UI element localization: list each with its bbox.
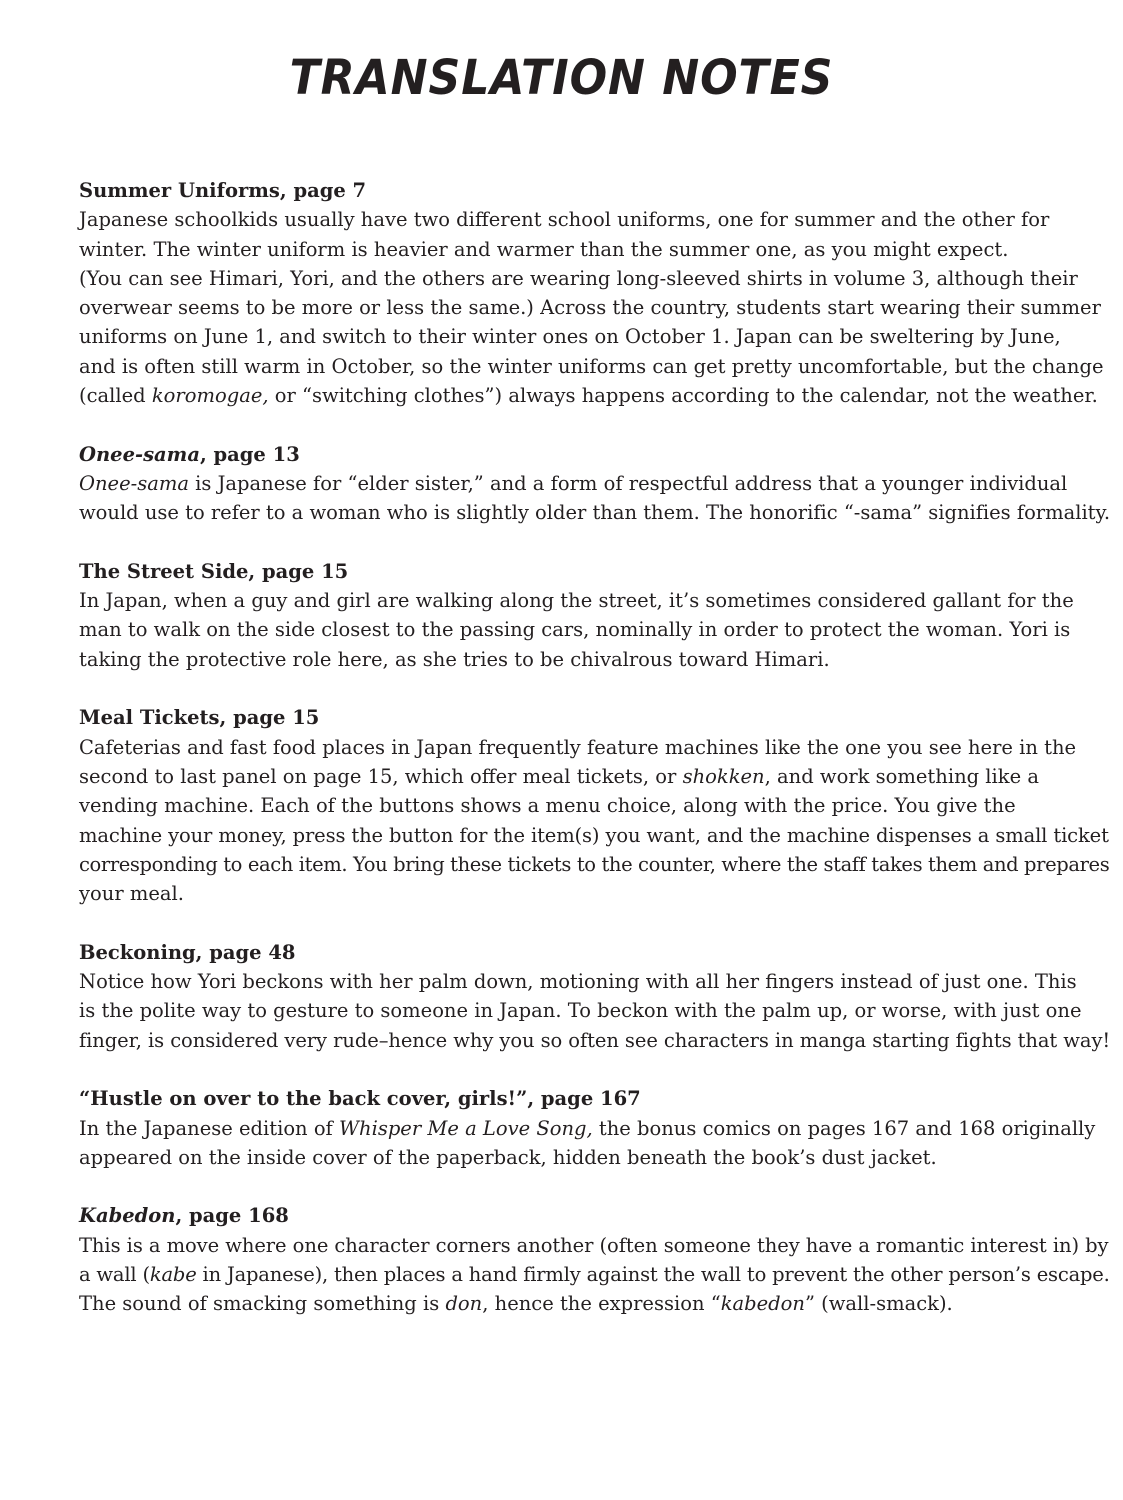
body-text: and is often still warm in October, so the winter uniforms can get pretty uncomfortable, but the change xyxy=(79,354,1104,378)
body-text: second to last panel on page 15, which offer meal tickets, or xyxy=(79,764,683,788)
notes-list xyxy=(79,176,1111,1348)
note-body xyxy=(79,469,1111,528)
body-text: corresponding to each item. You bring these tickets to the counter, where the staff takes them and prepares xyxy=(79,852,1110,876)
body-line xyxy=(79,235,1089,264)
translation-note xyxy=(79,938,1111,1055)
translation-note xyxy=(79,1084,1096,1172)
body-line xyxy=(79,498,1111,527)
note-heading xyxy=(79,1201,1089,1230)
body-line xyxy=(79,264,1089,293)
body-text: koromogae, xyxy=(151,384,269,408)
translation-note xyxy=(79,440,1111,528)
body-text: (You can see Himari, Yori, and the others are wearing long-sleeved shirts in volume 3, although their xyxy=(79,266,1078,290)
body-text: is Japanese for “elder sister,” and a form of respectful address that a younger individual xyxy=(188,471,1068,495)
body-line xyxy=(79,879,1089,908)
body-text: shokken xyxy=(682,764,765,788)
body-text: (called xyxy=(79,384,152,408)
body-line xyxy=(79,1231,1109,1260)
note-heading xyxy=(79,440,1089,469)
body-line xyxy=(79,850,1110,879)
body-text: would use to refer to a woman who is slightly older than them. The honorific “-sama” signifies formality. xyxy=(79,501,1111,525)
body-text: vending machine. Each of the buttons shows a menu choice, along with the price. You give the xyxy=(79,794,1016,818)
body-line xyxy=(79,645,1089,674)
body-text: uniforms on June 1, and switch to their winter ones on October 1. Japan can be sweltering by June, xyxy=(79,325,1061,349)
heading-text: “Hustle on over to the back cover, girls!”, page 167 xyxy=(79,1087,641,1111)
body-text: your meal. xyxy=(79,882,184,906)
body-text: is the polite way to gesture to someone in Japan. To beckon with the palm up, or worse, with just one xyxy=(79,999,1082,1023)
note-heading xyxy=(79,1084,1089,1113)
note-body xyxy=(79,586,1089,674)
heading-text: , page 168 xyxy=(175,1204,289,1228)
body-text: Onee-sama xyxy=(79,471,189,495)
note-body xyxy=(79,205,1104,410)
note-heading xyxy=(79,176,1089,205)
note-body xyxy=(79,733,1110,909)
body-text: don xyxy=(445,1292,483,1316)
heading-text: The Street Side, page 15 xyxy=(79,559,349,583)
body-text: or “switching clothes”) always happens according to the calendar, not the weather. xyxy=(268,384,1098,408)
body-text: In Japan, when a guy and girl are walking along the street, it’s sometimes considered gallant for the xyxy=(79,589,1074,613)
body-text: The sound of smacking something is xyxy=(79,1292,446,1316)
body-line xyxy=(79,1114,1096,1143)
note-body xyxy=(79,1231,1110,1319)
body-text: ” (wall-smack). xyxy=(804,1292,953,1316)
body-line xyxy=(79,469,1089,498)
translation-note xyxy=(79,557,1089,674)
heading-text: Beckoning, page 48 xyxy=(79,940,296,964)
translation-note xyxy=(79,1201,1110,1318)
body-line xyxy=(79,381,1098,410)
body-text: In the Japanese edition of xyxy=(79,1116,339,1140)
body-line xyxy=(79,791,1089,820)
translation-note xyxy=(79,703,1110,908)
body-text: taking the protective role here, as she tries to be chivalrous toward Himari. xyxy=(79,647,830,671)
body-line xyxy=(79,821,1109,850)
body-text: in Japanese), then places a hand firmly against the wall to prevent the other person’s escape. xyxy=(196,1262,1110,1286)
heading-text: Summer Uniforms, page 7 xyxy=(79,179,367,202)
note-heading xyxy=(79,557,1089,586)
body-text: , hence the expression “ xyxy=(482,1292,721,1316)
body-line xyxy=(79,1026,1111,1055)
body-line xyxy=(79,615,1089,644)
body-text: machine your money, press the button for the item(s) you want, and the machine dispenses a small ticket xyxy=(79,823,1109,847)
body-text: This is a move where one character corners another (often someone they have a romantic interest in) by xyxy=(79,1233,1109,1257)
body-text: kabe xyxy=(149,1262,197,1286)
body-text: Japanese schoolkids usually have two different school uniforms, one for summer and the other for xyxy=(79,208,1050,232)
body-line xyxy=(79,996,1089,1025)
body-text: Notice how Yori beckons with her palm down, motioning with all her fingers instead of just one. This xyxy=(79,970,1077,994)
note-body xyxy=(79,967,1111,1055)
body-text: overwear seems to be more or less the same.) Across the country, students start wearing their summer xyxy=(79,296,1101,320)
note-heading xyxy=(79,703,1089,732)
body-text: Cafeterias and fast food places in Japan frequently feature machines like the one you see here in the xyxy=(79,735,1077,759)
body-line xyxy=(79,352,1104,381)
body-line xyxy=(79,1260,1110,1289)
body-line xyxy=(79,1143,1089,1172)
heading-text: Kabedon xyxy=(79,1204,176,1228)
body-line xyxy=(79,205,1089,234)
body-line xyxy=(79,293,1101,322)
heading-text: Onee-sama xyxy=(79,442,200,466)
body-text: appeared on the inside cover of the paperback, hidden beneath the book’s dust jacket. xyxy=(79,1145,937,1169)
page-title: TRANSLATION NOTES xyxy=(289,50,834,106)
body-line xyxy=(79,733,1089,762)
body-line xyxy=(79,1289,1089,1318)
body-text: kabedon xyxy=(720,1292,805,1316)
body-text: Whisper Me a Love Song, xyxy=(338,1116,593,1140)
translation-note xyxy=(79,176,1104,410)
body-text: winter. The winter uniform is heavier and warmer than the summer one, as you might expect. xyxy=(79,237,1009,261)
body-text: a wall ( xyxy=(79,1262,150,1286)
heading-text: , page 13 xyxy=(199,442,300,466)
heading-text: Meal Tickets, page 15 xyxy=(79,706,320,730)
body-line xyxy=(79,762,1089,791)
note-heading xyxy=(79,938,1089,967)
body-text: finger, is considered very rude–hence why you so often see characters in manga starting fights that way! xyxy=(79,1028,1111,1052)
body-text: man to walk on the side closest to the passing cars, nominally in order to protect the woman. Yori is xyxy=(79,618,1071,642)
note-body xyxy=(79,1114,1096,1173)
body-line xyxy=(79,322,1089,351)
body-line xyxy=(79,586,1089,615)
body-text: , and work something like a xyxy=(764,764,1039,788)
body-text: the bonus comics on pages 167 and 168 originally xyxy=(592,1116,1096,1140)
body-line xyxy=(79,967,1089,996)
